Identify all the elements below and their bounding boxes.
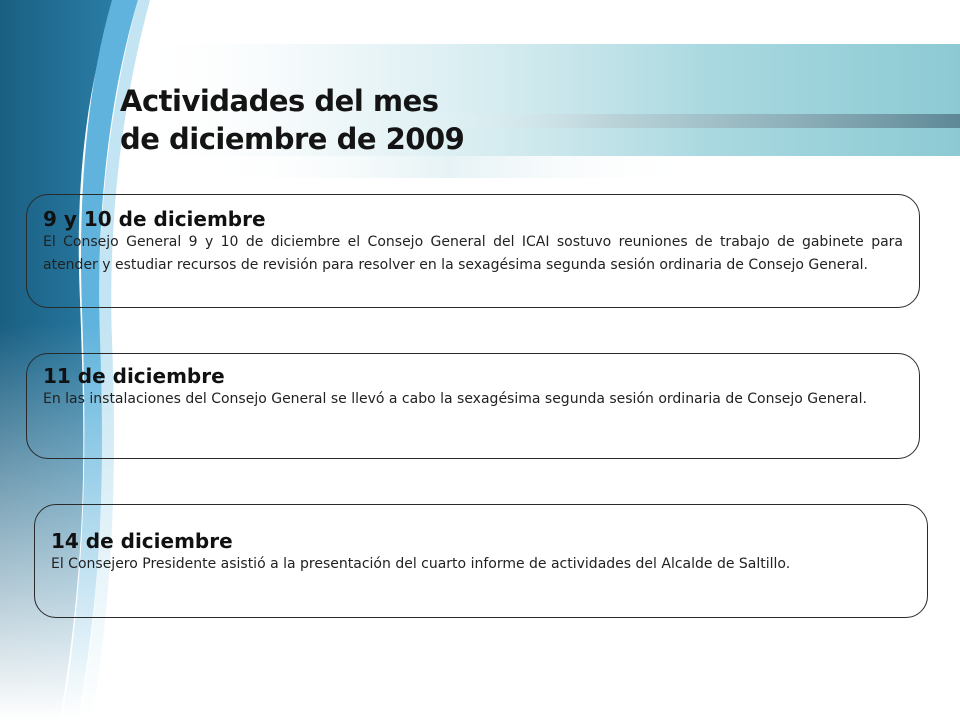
page-title-line-1: Actividades del mes [120, 84, 439, 118]
activity-date: 11 de diciembre [43, 364, 225, 388]
page-title-line-2: de diciembre de 2009 [120, 122, 465, 156]
header-stripe [420, 114, 960, 128]
activity-description: El Consejo General 9 y 10 de diciembre el Consejo General del ICAI sostuvo reuniones de trabajo de gabinete para atender y estudiar recursos de revisión para resolver en la sexagésima segunda sesión ordinaria de Consejo General. [43, 234, 903, 273]
page-title [120, 82, 464, 158]
activity-date: 14 de diciembre [51, 529, 233, 553]
activity-description: En las instalaciones del Consejo General se llevó a cabo la sexagésima segunda sesión ordinaria de Consejo General. [43, 391, 867, 407]
activity-date: 9 y 10 de diciembre [43, 207, 266, 231]
activity-description: El Consejero Presidente asistió a la presentación del cuarto informe de actividades del Alcalde de Saltillo. [51, 556, 791, 572]
activity-card-dec-14 [34, 504, 928, 618]
activity-card-dec-11 [26, 353, 920, 459]
activity-card-dec-9-10 [26, 194, 920, 308]
